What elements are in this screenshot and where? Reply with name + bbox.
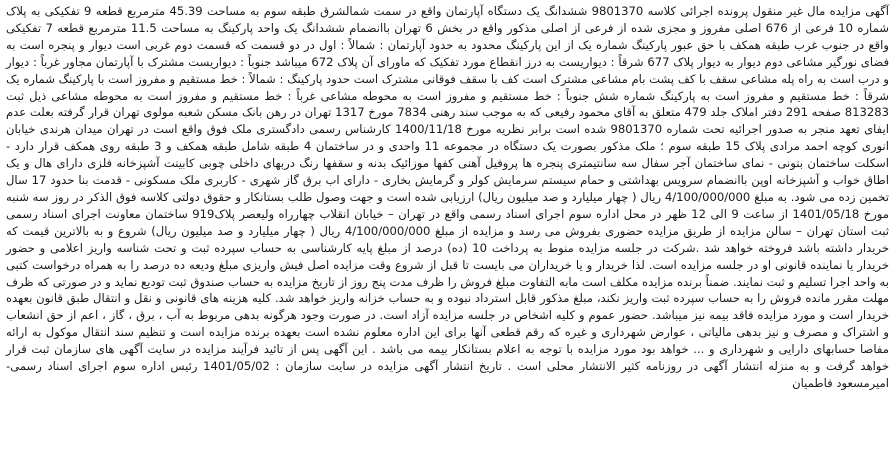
notice-body-text: آگهی مزایده مال غیر منقول پرونده اجرائی کلاسه 9801370 ششدانگ یک دستگاه آپارتمان واقع در سمت شمالشرق طبقه سوم به مساحت 45.39 مترمربع قطعه 9 تفکیکی به پلاک شماره 10 فرعی از 676 اصلی مفروز و مجزی شده از فرعی از اصلی مذکور واقع در بخش 6 تهران باانضمام ششدانگ یک واحد پارکینگ به مساحت 11.5 مترمربع قطعه 7 تفکیکی واقع در جنوب غرب طبقه همکف با حق عبور پارکینگ شماره یک از این پارکینگ محدود به حدود آپارتمان : شمالاً : اول در دو قسمت که قسمت دوم غربی است دیوار و پنجره است به فضای نورگیر مشاعی دوم دیوار به دیوار پلاک 677 شرقاً : دیواریست به درز انقطاع مورد تفکیک که ماورای آن پلاک 672 میباشد جنوباً : دیواریست مشترک با آپارتمان مجاور غرباً : دیوار و درب است به راه پله مشاعی سقف با کف پشت بام مشاعی مشترک است کف با سقف فوقانی مشترک است حدود پارکینگ : شمالاً : خط مستقیم و مفروز است با پارکینگ شماره یک شرقاً : خط مستقیم و مفروز است به پارکینگ شماره شش جنوباً : خط مستقیم و مفروز است به محوطه مشاعی غرباً : خط مستقیم و مفروز است به محوطه مشاعی ذیل ثبت 813283 صفحه 291 دفتر املاک جلد 479 متعلق به آقای محمود رفیعی که به موجب سند رهنی 7834 مورخ 1317 تهران در رهن بانک مسکن شعبه مولوی تهران قرار گرفته بعلت عدم ایفای تعهد منجر به صدور اجرائیه تحت شماره 9801370 شده است برابر نظریه مورخ 1400/11/18 کارشناس رسمی دادگستری ملک فوق واقع است در تهران میدان هرندی خیابان انوری کوچه احمد مرادی پلاک 15 طبقه سوم ؛ ملک مذکور بصورت یک دستگاه در مجموعه 11 واحدی و در ساختمان 4 طبقه شامل طبقه همکف و 3 طبقه روی همکف قرار دارد - اسکلت ساختمان بتونی - نمای ساختمان آجر سفال سه سانتیمتری پنجره ها پروفیل آهنی کفها موزائیک بدنه و سقفها رنگ دربهای داخلی چوبی کابینت آشپزخانه فلزی دارای هال و یک اطاق خواب و آشپزخانه اوپن باانضمام سرویس بهداشتی و حمام سیستم سرمایش کولر و گرمایش بخاری - دارای اب برق گاز شهری - کاربری ملک مسکونی - قدمت بنا حدود 17 سال تخمین زده می شود. به مبلغ 4/100/000/000 ریال ( چهار میلیارد و صد میلیون ریال) ارزیابی شده است و جهت وصول طلب بستانکار و حقوق دولتی کلاسه فوق الذکر در روز سه شنبه مورخ 1401/05/18 از ساعت 9 الی 12 ظهر در محل اداره سوم اجرای اسناد رسمی واقع در تهران – خیابان انقلاب چهارراه ولیعصر پلاک919 ساختمان معاونت اجرای اسناد رسمی ثبت استان تهران – سالن مزایده از طریق مزایده حضوری بفروش می رسد و مزایده از مبلغ 4/100/000/000 ریال ( چهار میلیارد و صد میلیون ریال) شروع و به بالاترین قیمت که خریدار داشته باشد فروخته خواهد شد .شرکت در جلسه مزایده منوط به پرداخت 10 (ده) درصد از مبلغ پایه کارشناسی به حساب سپرده ثبت و تحت شناسه واریز اعلامی و حضور خریدار یا نماینده قانونی او در جلسه مزایده است. لذا خریدار و یا خریداران می بایست تا قبل از شروع وقت مزایده اصل فیش واریزی مبلغ ودیعه ده درصد را به همراه درخواست کتبی به واحد اجرا تسلیم و ثبت نمایند. ضمناً برنده مزایده مکلف است مابه التفاوت مبلغ فروش را ظرف مدت پنج روز از تاریخ مزایده به حساب صندوق ثبت تودیع نماید و در صورتی که ظرف مهلت مقرر مانده فروش را به حساب سپرده ثبت واریز نکند، مبلغ مذکور قابل استرداد نبوده و به حساب خزانه واریز خواهد شد. کلیه هزینه های قانونی و نقل و انتقال طبق قانون بعهده خریدار است و مورد مزایده فاقد بیمه نیز میباشد. حضور عموم و کلیه اشخاص در جلسه مزایده آزاد است. در صورت وجود هرگونه بدهی مربوط به آب ، برق ، گاز ، اعم از حق انشعاب و اشتراک و مصرف و نیز بدهی مالیاتی ، عوارض شهرداری و غیره که رقم قطعی آنها برای این اداره معلوم نشده است بعهده برنده مزایده است و تنظیم سند انتقال موکول به ارائه مفاصا حسابهای دارایی و شهرداری و ... خواهد بود مورد مزایده با توجه به اعلام بستانکار بیمه می باشد . این آگهی پس از تائید فرآیند مزایده در سایت آگهی های سازمان ثبت قرار خواهد گرفت و به منزله انتشار آگهی در روزنامه کثیر الانتشار محلی است . تاریخ انتشار آگهی مزایده در سایت سازمان : 1401/05/02 رئیس اداره سوم اجرای اسناد رسمی- امیرمسعود فاطمیان [6, 4, 890, 390]
